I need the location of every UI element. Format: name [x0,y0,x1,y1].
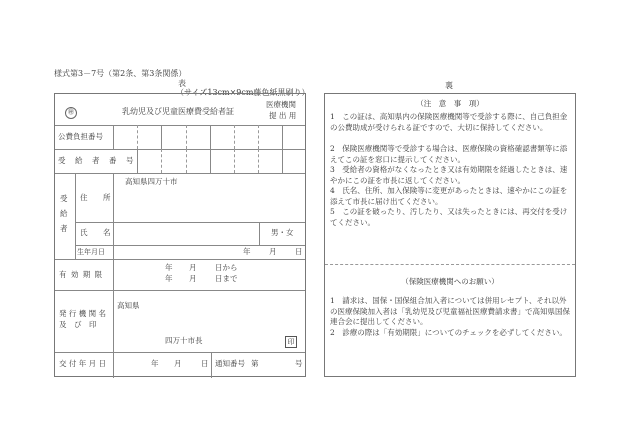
name-field[interactable] [114,223,258,244]
form-number: 様式第3－7号（第2条、第3条関係） [54,69,187,78]
public-burden-number-field[interactable] [114,126,306,148]
issue-date-year: 年 [151,359,159,368]
notice-number-prefix: 第 [251,359,259,368]
front-card [54,93,306,377]
sex-selector[interactable]: 男・女 [271,228,294,237]
request-item-2: 2 診療の際は「有効期限」についてのチェックを必ずしてください。 [330,328,567,337]
validity-from-month: 月 [189,263,197,272]
address-label-a: 住 [80,193,88,202]
name-label-a: 氏 [80,228,88,237]
issuer-label-line1: 発 行 機 関 名 [59,309,107,318]
recipient-group-label-2: 給 [60,209,68,218]
recipient-number-label: 受 給 者 番 号 [58,156,135,165]
divider [75,245,305,246]
note-item-2: 2 保険医療機関等で受診する場合は、医療保険の資格確認書類等に添えてこの証を窓口に提示してください。 [330,144,568,164]
section-divider [325,264,575,265]
note-item-5: 5 この証を破ったり、汚したり、又は失ったときには、再交付を受けてください。 [330,207,568,227]
name-label-b: 名 [103,228,111,237]
note-item-4: 4 氏名、住所、加入保険等に変更があったときは、速やかにこの証を添えて市長に届け出てください。 [330,186,568,206]
divider [55,259,305,260]
birthdate-year: 年 [243,247,251,256]
recipient-group-label-3: 者 [60,224,68,233]
front-label: 表 [178,79,186,88]
validity-from-year: 年 [165,263,173,272]
notice-number-suffix: 号 [295,359,303,368]
divider [55,173,305,174]
notes-title: （注 意 事 項） [416,99,484,108]
validity-to-year: 年 [165,274,173,283]
card-title: 乳幼児及び児童医療費受給者証 [122,107,234,116]
size-note: （サイズ13cm×9cm藤色紙黒刷り） [176,88,310,97]
issue-date-month: 月 [174,359,182,368]
address-value[interactable]: 高知県四万十市 [125,177,178,186]
issue-date-day: 日 [201,359,209,368]
recipient-number-field[interactable] [138,150,306,172]
issuer-mayor: 四万十市長 [165,336,203,345]
birthdate-day: 日 [295,247,303,256]
issuer-label-line2: 及 び 印 [59,320,97,329]
submit-note-line1: 医療機関 [266,100,296,109]
issuer-prefecture: 高知県 [117,301,140,310]
note-item-3: 3 受給者の資格がなくなったとき又は有効期限を経過したときは、速やかにこの証を市長に返してください。 [330,165,568,185]
validity-to-month: 月 [189,274,197,283]
validity-from-suffix: 日から [215,263,238,272]
recipient-group-label-1: 受 [60,194,68,203]
divider [55,352,305,353]
note-item-1: 1 この証は、高知県内の保険医療機関等で受診する際に、自己負担金の公費助成が受けられる証ですので、大切に保持してください。 [330,112,568,132]
public-burden-number-label: 公費負担番号 [58,132,103,141]
request-title: （保険医療機関へのお願い） [401,277,499,286]
back-card [324,93,576,377]
submit-note-line2: 提 出 用 [269,111,297,120]
address-label-b: 所 [103,193,111,202]
birthdate-month: 月 [269,247,277,256]
issue-date-label: 交 付 年 月 日 [59,359,107,368]
divider [55,290,305,291]
validity-label: 有 効 期 限 [59,270,104,279]
confidential-seal-icon: ㊙ [65,107,77,119]
birthdate-label: 生年月日 [77,248,105,256]
notice-number-label: 通知番号 [215,359,245,368]
official-stamp-icon: 印 [285,336,297,348]
back-label: 裏 [445,81,453,90]
request-item-1: 1 請求は、国保・国保組合加入者については併用レセプト、それ以外の医療保険加入者は「乳幼児及び児童福祉医療費請求書」で高知県国保連合会に提出してください。 [330,296,570,326]
validity-to-suffix: 日まで [215,274,238,283]
